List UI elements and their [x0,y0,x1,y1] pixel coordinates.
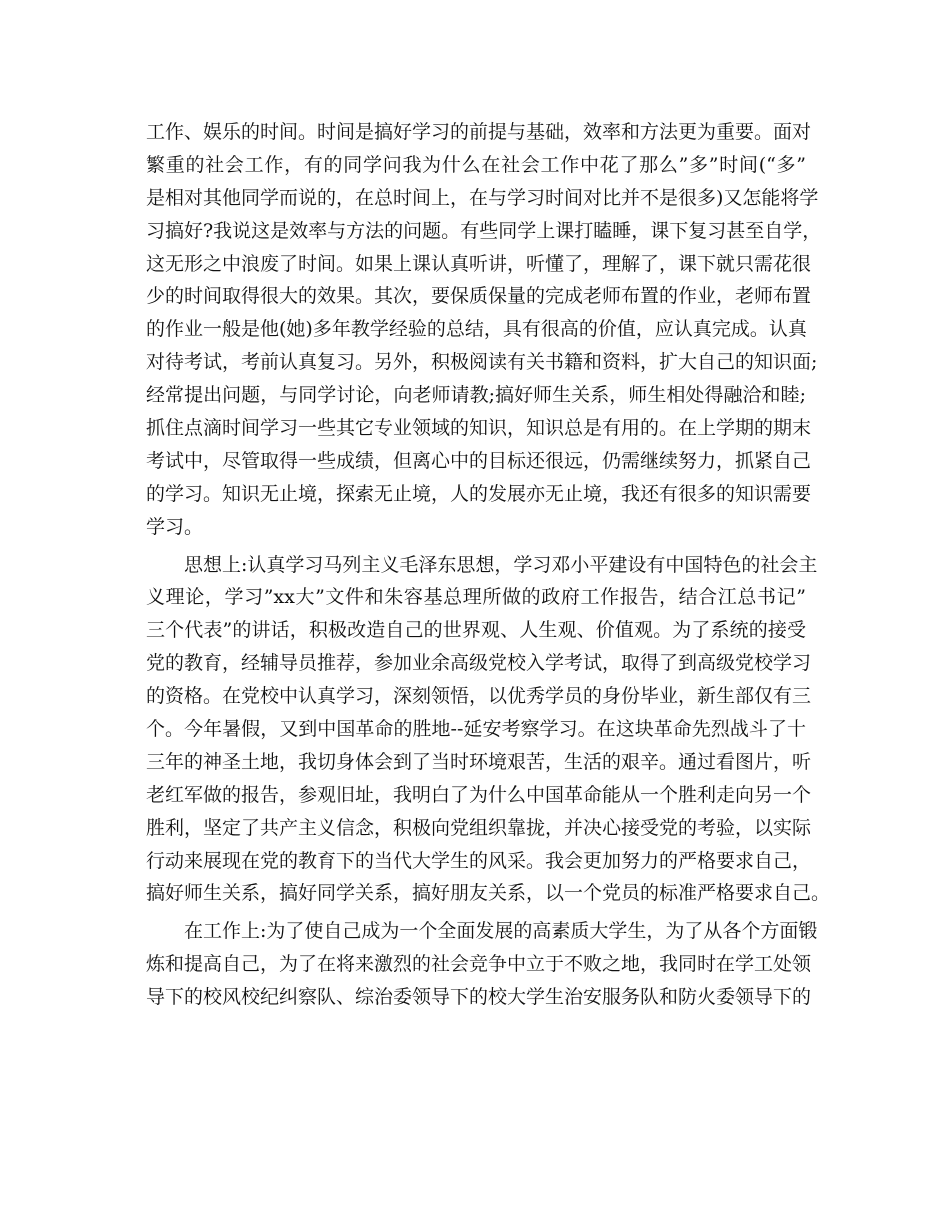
text-line: 少的时间取得很大的效果。其次，要保质保量的完成老师布置的作业，老师布置 [146,285,812,308]
text-line: 三个代表”的讲话，积极改造自己的世界观、人生观、价值观。为了系统的接受 [146,619,806,642]
text-line: 个。今年暑假，又到中国革命的胜地--延安考察学习。在这块革命先烈战斗了十 [146,718,806,741]
text-line: 工作、娱乐的时间。时间是搞好学习的前提与基础，效率和方法更为重要。面对 [146,121,812,143]
text-line: 导下的校风校纪纠察队、综治委领导下的校大学生治安服务队和防火委领导下的 [146,986,812,1009]
text-line: 是相对其他同学而说的，在总时间上，在与学习时间对比并不是很多)又怎能将学 [146,186,819,209]
text-line: 炼和提高自己，为了在将来激烈的社会竞争中立于不败之地，我同时在学工处领 [146,953,812,976]
text-line: 的学习。知识无止境，探索无止境，人的发展亦无止境，我还有很多的知识需要 [146,482,812,505]
text-line: 三年的神圣土地，我切身体会到了当时环境艰苦，生活的艰辛。通过看图片，听 [146,750,812,773]
text-line: 考试中，尽管取得一些成绩，但离心中的目标还很远，仍需继续努力，抓紧自己 [146,449,812,472]
text-line: 胜利，坚定了共产主义信念，积极向党组织靠拢，并决心接受党的考验，以实际 [146,816,812,839]
text-line: 经常提出问题，与同学讨论，向老师请教;搞好师生关系，师生相处得融洽和睦; [146,384,806,407]
text-line: 思想上:认真学习马列主义毛泽东思想，学习邓小平建设有中国特色的社会主 [184,553,818,576]
text-line: 在工作上:为了使自己成为一个全面发展的高素质大学生，为了从各个方面锻 [184,920,818,943]
document-body [146,116,831,1019]
text-line: 的作业一般是他(她)多年教学经验的总结，具有很高的价值，应认真完成。认真 [146,318,807,341]
text-line: 党的教育，经辅导员推荐，参加业余高级党校入学考试，取得了到高级党校学习 [146,652,812,675]
text-line: 行动来展现在党的教育下的当代大学生的风采。我会更加努力的严格要求自己， [146,849,812,872]
text-line: 习搞好?我说这是效率与方法的问题。有些同学上课打瞌睡，课下复习甚至自学， [146,219,822,242]
paragraph-study [146,116,822,544]
text-line: 搞好师生关系，搞好同学关系，搞好朋友关系，以一个党员的标准严格要求自己。 [146,882,831,905]
text-line: 的资格。在党校中认真学习，深刻领悟，以优秀学员的身份毕业，新生部仅有三 [146,685,812,708]
text-line: 繁重的社会工作，有的同学问我为什么在社会工作中花了那么”多”时间(“多” [146,153,806,176]
paragraph-work [146,915,818,1014]
text-line: 老红军做的报告，参观旧址，我明白了为什么中国革命能从一个胜利走向另一个 [146,783,812,806]
paragraph-ideology [146,549,831,911]
text-line: 对待考试，考前认真复习。另外，积极阅读有关书籍和资料，扩大自己的知识面; [146,351,818,374]
text-line: 这无形之中浪废了时间。如果上课认真听讲，听懂了，理解了，课下就只需花很 [146,252,812,275]
text-line: 抓住点滴时间学习一些其它专业领域的知识，知识总是有用的。在上学期的期末 [146,417,812,440]
text-line: 学习。 [146,515,204,538]
text-line: 义理论，学习”xx大”文件和朱容基总理所做的政府工作报告，结合江总书记” [146,586,806,609]
